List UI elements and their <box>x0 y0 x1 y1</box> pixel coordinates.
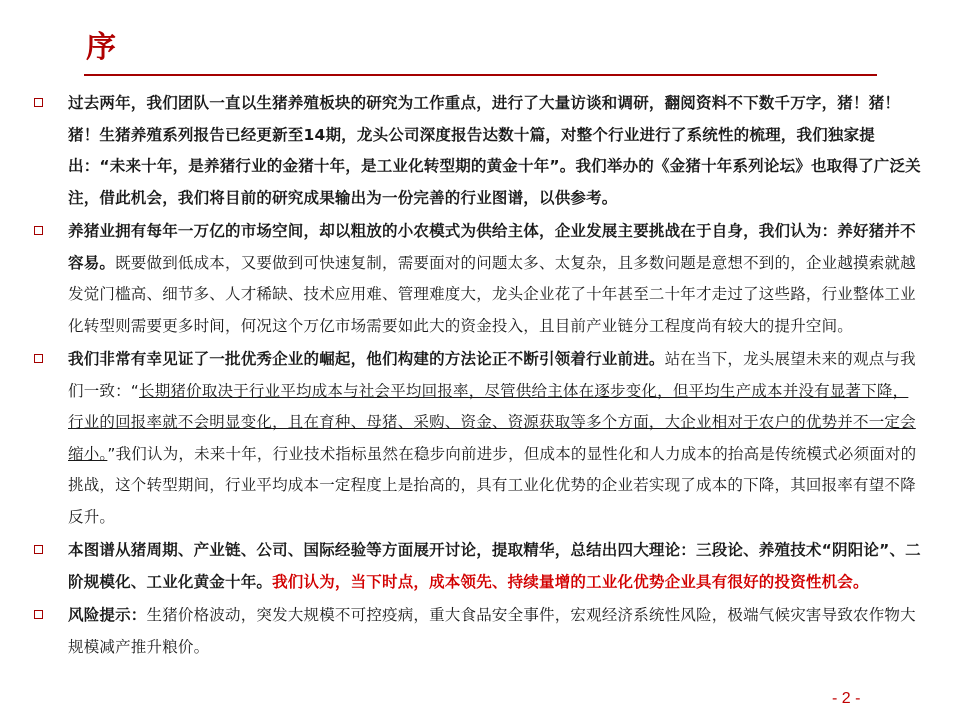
content-body <box>34 88 924 665</box>
bullet-item-1 <box>34 88 924 214</box>
title-divider <box>84 74 877 76</box>
square-bullet-icon <box>34 226 43 235</box>
square-bullet-icon <box>34 610 43 619</box>
bullet-item-5 <box>34 600 924 663</box>
bullet-item-2 <box>34 216 924 342</box>
page-number: - 2 - <box>832 690 861 707</box>
bullet-3-text-continued: ”我们认为，未来十年，行业技术指标虽然在稳步向前进步，但成本的显性化和人力成本的抬高是传统模式必须面对的挑战，这个转型期间，行业平均成本一定程度上是抬高的，具有工业化优势的企业若实现了成本的下降，其回报率有望不降反升。 <box>68 444 917 526</box>
bullet-3-quote: 长期猪价取决于行业平均成本与社会平均回报率，尽管供给主体在逐步变化，但平均生产成本并没有显著下降，行业的回报率就不会明显变化，且在育种、母猪、采购、资金、资源获取等多个方面，大企业相对于农户的优势并不一定会缩小。 <box>68 381 916 463</box>
bullet-4-highlight: 我们认为，当下时点，成本领先、持续量增的工业化优势企业具有很好的投资性机会。 <box>272 572 869 591</box>
square-bullet-icon <box>34 354 43 363</box>
bullet-1-bold-text: 过去两年，我们团队一直以生猪养殖板块的研究为工作重点，进行了大量访谈和调研，翻阅资料不下数千万字，猪！猪！猪！生猪养殖系列报告已经更新至14期，龙头公司深度报告达数十篇，对整个行业进行了系统性的梳理，我们独家提出：“未来十年，是养猪行业的金猪十年，是工业化转型期的黄金十年”。我们举办的《金猪十年系列论坛》也取得了广泛关注，借此机会，我们将目前的研究成果输出为一份完善的行业图谱，以供参考。 <box>68 94 921 207</box>
bullet-3-text: 站在当下，龙头展望未来的观点与我们一致：“ <box>68 350 916 400</box>
bullet-item-3 <box>34 344 924 533</box>
bullet-4-bold-text: 本图谱从猪周期、产业链、公司、国际经验等方面展开讨论，提取精华，总结出四大理论：三段论、养殖技术“阴阳论”、二阶规模化、工业化黄金十年。 <box>68 541 921 591</box>
risk-label: 风险提示： <box>68 606 147 624</box>
bullet-2-text: 既要做到低成本，又要做到可快速复制，需要面对的问题太多、太复杂，且多数问题是意想不到的，企业越摸索就越发觉门槛高、细节多、人才稀缺、技术应用难、管理难度大，龙头企业花了十年甚至二十年才走过了这些路，行业整体工业化转型则需要更多时间，何况这个万亿市场需要如此大的资金投入，且目前产业链分工程度尚有较大的提升空间。 <box>68 253 916 335</box>
risk-text: 生猪价格波动，突发大规模不可控疫病，重大食品安全事件，宏观经济系统性风险，极端气候灾害导致农作物大规模减产推升粮价。 <box>68 606 916 656</box>
page-title: 序 <box>86 30 116 65</box>
square-bullet-icon <box>34 98 43 107</box>
bullet-2-bold-text: 养猪业拥有每年一万亿的市场空间，却以粗放的小农模式为供给主体，企业发展主要挑战在于自身，我们认为：养好猪并不容易。 <box>68 222 916 272</box>
square-bullet-icon <box>34 545 43 554</box>
bullet-3-bold-text: 我们非常有幸见证了一批优秀企业的崛起，他们构建的方法论正不断引领着行业前进。 <box>68 350 665 368</box>
bullet-item-4 <box>34 535 924 598</box>
